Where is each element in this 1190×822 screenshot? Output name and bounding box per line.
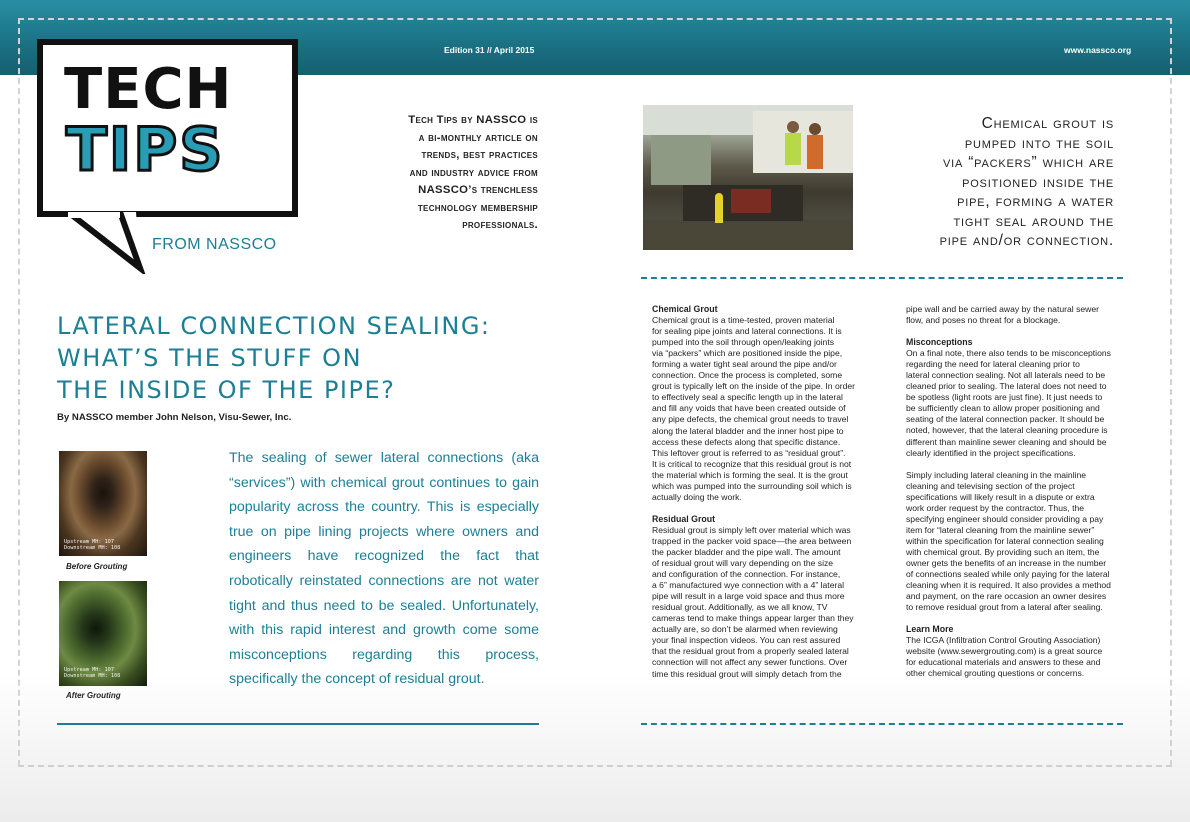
body-line: for sealing pipe joints and lateral connections. It is — [652, 326, 842, 337]
section-heading-residual-grout: Residual Grout — [652, 513, 716, 524]
grouting-crew-photo — [643, 105, 853, 250]
body-line: different than mainline sewer cleaning and should be — [906, 436, 1107, 447]
body-line: along the lateral bladder and the inner host pipe to — [652, 425, 844, 436]
body-line: cleaning when it is required. It also provides a method — [906, 580, 1111, 591]
body-line: a 6” manufactured wye connection with a 4” lateral — [652, 580, 845, 591]
body-line: Residual grout is simply left over material which was — [652, 524, 851, 535]
body-line: and fill any voids that have been created outside of — [652, 403, 846, 414]
pull-quote-line: pipe and/or connection. — [939, 232, 1114, 249]
body-line: of connections sealed while only paying for the lateral — [906, 569, 1110, 580]
dashed-divider-bottom — [641, 723, 1123, 725]
body-column-left — [652, 304, 875, 680]
body-line: trapped in the packer void space—the area between — [652, 535, 852, 546]
headline-line: THE INSIDE OF THE PIPE? — [57, 376, 396, 404]
body-line: cameras tend to make things appear larger than they — [652, 613, 854, 624]
body-line: It is critical to recognize that this residual grout is not — [652, 458, 852, 469]
body-line: cleaning and televising section of the project — [906, 480, 1075, 491]
after-grouting-photo — [59, 581, 147, 686]
body-line: residual grout. Additionally, as we all know, TV — [652, 602, 828, 613]
body-line: pipe wall and be carried away by the natural sewer — [906, 304, 1099, 314]
intro-line: and industry advice from — [409, 166, 538, 179]
body-line: specifying engineer should consider providing a pay — [906, 513, 1104, 524]
body-line: connection. Once the process is completed, some — [652, 370, 843, 381]
body-line: item for “lateral cleaning from the mainline sewer” — [906, 524, 1095, 535]
body-line: seating of the lateral connection packer. It should be — [906, 414, 1105, 425]
section-heading-misconceptions: Misconceptions — [906, 337, 973, 348]
intro-line: NASSCO’s trenchless — [418, 184, 538, 196]
dashed-border-right — [1170, 18, 1172, 766]
body-line: within the specification for lateral connection sealing — [906, 535, 1104, 546]
body-line: other chemical grouting questions or concerns. — [906, 668, 1085, 679]
crew-scene-illustration — [643, 105, 853, 250]
after-grouting-caption: After Grouting — [66, 691, 121, 700]
body-column-right — [906, 304, 1134, 679]
logo-tips-word: TIPS — [66, 115, 225, 185]
body-line: actually doing the work. — [652, 491, 742, 502]
pull-quote-line: via “packers” which are — [942, 154, 1114, 171]
before-grouting-caption: Before Grouting — [66, 562, 128, 571]
pull-quote-line: pipe, forming a water — [957, 193, 1114, 210]
pull-quote-line: pumped into the soil — [964, 134, 1114, 152]
intro-line: Tech Tips by NASSCO is — [408, 114, 538, 126]
lead-paragraph: The sealing of sewer lateral connections (aka “services”) with chemical grout continues to gain popularity across the country. This is especially true on pipe lining projects where owners and engineers have recognized the fact that robotically reinstated connections are not water tight and thus need to be sealed. Unfortunately, with this rapid interest and growth come some misconceptions regarding this process, specifically the concept of residual grout. — [229, 450, 539, 688]
logo-from-nassco: FROM NASSCO — [152, 236, 277, 253]
dashed-divider-top — [641, 277, 1123, 279]
body-line: This leftover grout is referred to as “residual grout”. — [652, 447, 846, 458]
dashed-border-left — [18, 18, 20, 766]
article-byline: By NASSCO member John Nelson, Visu-Sewer, Inc. — [57, 412, 292, 423]
photo-overlay-text: Downstream MH: 108 — [64, 673, 121, 679]
intro-blurb — [330, 112, 538, 235]
body-line: for educational materials and answers to these and — [906, 657, 1101, 668]
body-line: clearly identified in the project specifications. — [906, 447, 1076, 458]
body-line: On a final note, there also tends to be misconceptions — [906, 348, 1111, 359]
body-line: the packer bladder and the pipe wall. The amount — [652, 546, 841, 557]
pull-quote — [868, 114, 1114, 251]
body-line: website (www.sewergrouting.com) is a great source — [906, 646, 1103, 657]
body-line: actually are, so don’t be alarmed when reviewing — [652, 624, 838, 635]
body-line: the material which is forming the seal. It is the grout — [652, 469, 848, 480]
intro-line: technology membership — [417, 201, 538, 214]
body-line: your final inspection videos. You can rest assured — [652, 635, 841, 646]
body-line: to effectively seal a specific length up in the lateral — [652, 392, 843, 403]
body-line: and configuration of the connection. For instance, — [652, 569, 841, 580]
article-headline — [57, 310, 577, 406]
body-line: with chemical grout. By providing such an item, the — [906, 546, 1100, 557]
photo-overlay-text: Upstream MH: 107 — [64, 539, 114, 545]
body-line: pumped into the soil through open/leaking joints — [652, 337, 835, 348]
body-line: and payment, on the rare occasion an owner desires — [906, 591, 1107, 602]
pull-quote-line: tight seal around the — [953, 212, 1114, 230]
body-line: work order request by the contractor. Thus, the — [906, 502, 1085, 513]
edition-label: Edition 31 // April 2015 — [444, 45, 535, 55]
body-line: flow, and poses no threat for a blockage. — [906, 315, 1061, 326]
website-link[interactable]: www.nassco.org — [1064, 45, 1132, 55]
body-line: pipe will result in a large void space and thus more — [652, 591, 845, 602]
body-line: via “packers” which are positioned inside the pipe, — [652, 348, 843, 359]
body-line: grout is typically left on the inside of the pipe. In order — [652, 381, 856, 392]
body-line: regarding the need for lateral cleaning prior to — [906, 359, 1080, 370]
body-line: which was pumped into the surrounding soil which is — [652, 480, 852, 491]
headline-line: WHAT’S THE STUFF ON — [57, 344, 363, 372]
body-line: Simply including lateral cleaning in the mainline — [906, 469, 1087, 480]
body-line: specifications will likely result in a dispute or extra — [906, 491, 1095, 502]
intro-line: trends, best practices — [421, 149, 538, 161]
speech-bubble-tail-icon — [54, 212, 154, 274]
photo-overlay-text: Upstream MH: 107 — [64, 667, 114, 673]
dashed-border-bottom — [18, 765, 1172, 767]
pull-quote-line: positioned inside the — [962, 173, 1114, 191]
intro-line: a bi-monthly article on — [418, 131, 538, 144]
intro-line: professionals. — [462, 219, 538, 231]
headline-line: LATERAL CONNECTION SEALING: — [57, 312, 491, 340]
body-line: any pipe defects, the chemical grout needs to travel — [652, 414, 849, 425]
body-line: The ICGA (Infiltration Control Grouting Association) — [906, 635, 1101, 646]
body-line: of residual grout will vary depending on the size — [652, 558, 834, 569]
body-line: cleaned prior to sealing. The lateral does not need to — [906, 381, 1107, 392]
body-line: owner gets the benefits of an increase in the number — [906, 557, 1107, 568]
dashed-border-top — [18, 18, 1172, 20]
pull-quote-line: Chemical grout is — [981, 115, 1114, 132]
section-heading-chemical-grout: Chemical Grout — [652, 304, 718, 314]
logo-tech-word: TECH — [64, 57, 233, 122]
body-line: to remove residual grout from a lateral after sealing. — [906, 602, 1103, 613]
before-grouting-photo — [59, 451, 147, 556]
body-line: noted, however, that the lateral cleaning procedure is — [906, 425, 1108, 436]
body-line: be sufficiently clean to allow proper positioning and — [906, 403, 1100, 414]
section-heading-learn-more: Learn More — [906, 624, 954, 635]
body-line: access these defects along that specific distance. — [652, 436, 841, 447]
body-line: be spotless (light roots are just fine). It just needs to — [906, 392, 1103, 403]
photo-overlay-text: Downstream MH: 108 — [64, 545, 121, 551]
divider-rule — [57, 723, 539, 725]
body-line: lateral connection sealing. Not all laterals need to be — [906, 370, 1106, 381]
body-line: Chemical grout is a time-tested, proven material — [652, 315, 835, 326]
body-line: forming a water tight seal around the pipe and/or — [652, 359, 837, 370]
body-line: that the residual grout from a properly sealed lateral — [652, 646, 849, 657]
body-line: connection will not affect any sewer functions. Over — [652, 657, 848, 668]
body-line: time this residual grout will simply detach from the — [652, 668, 842, 679]
